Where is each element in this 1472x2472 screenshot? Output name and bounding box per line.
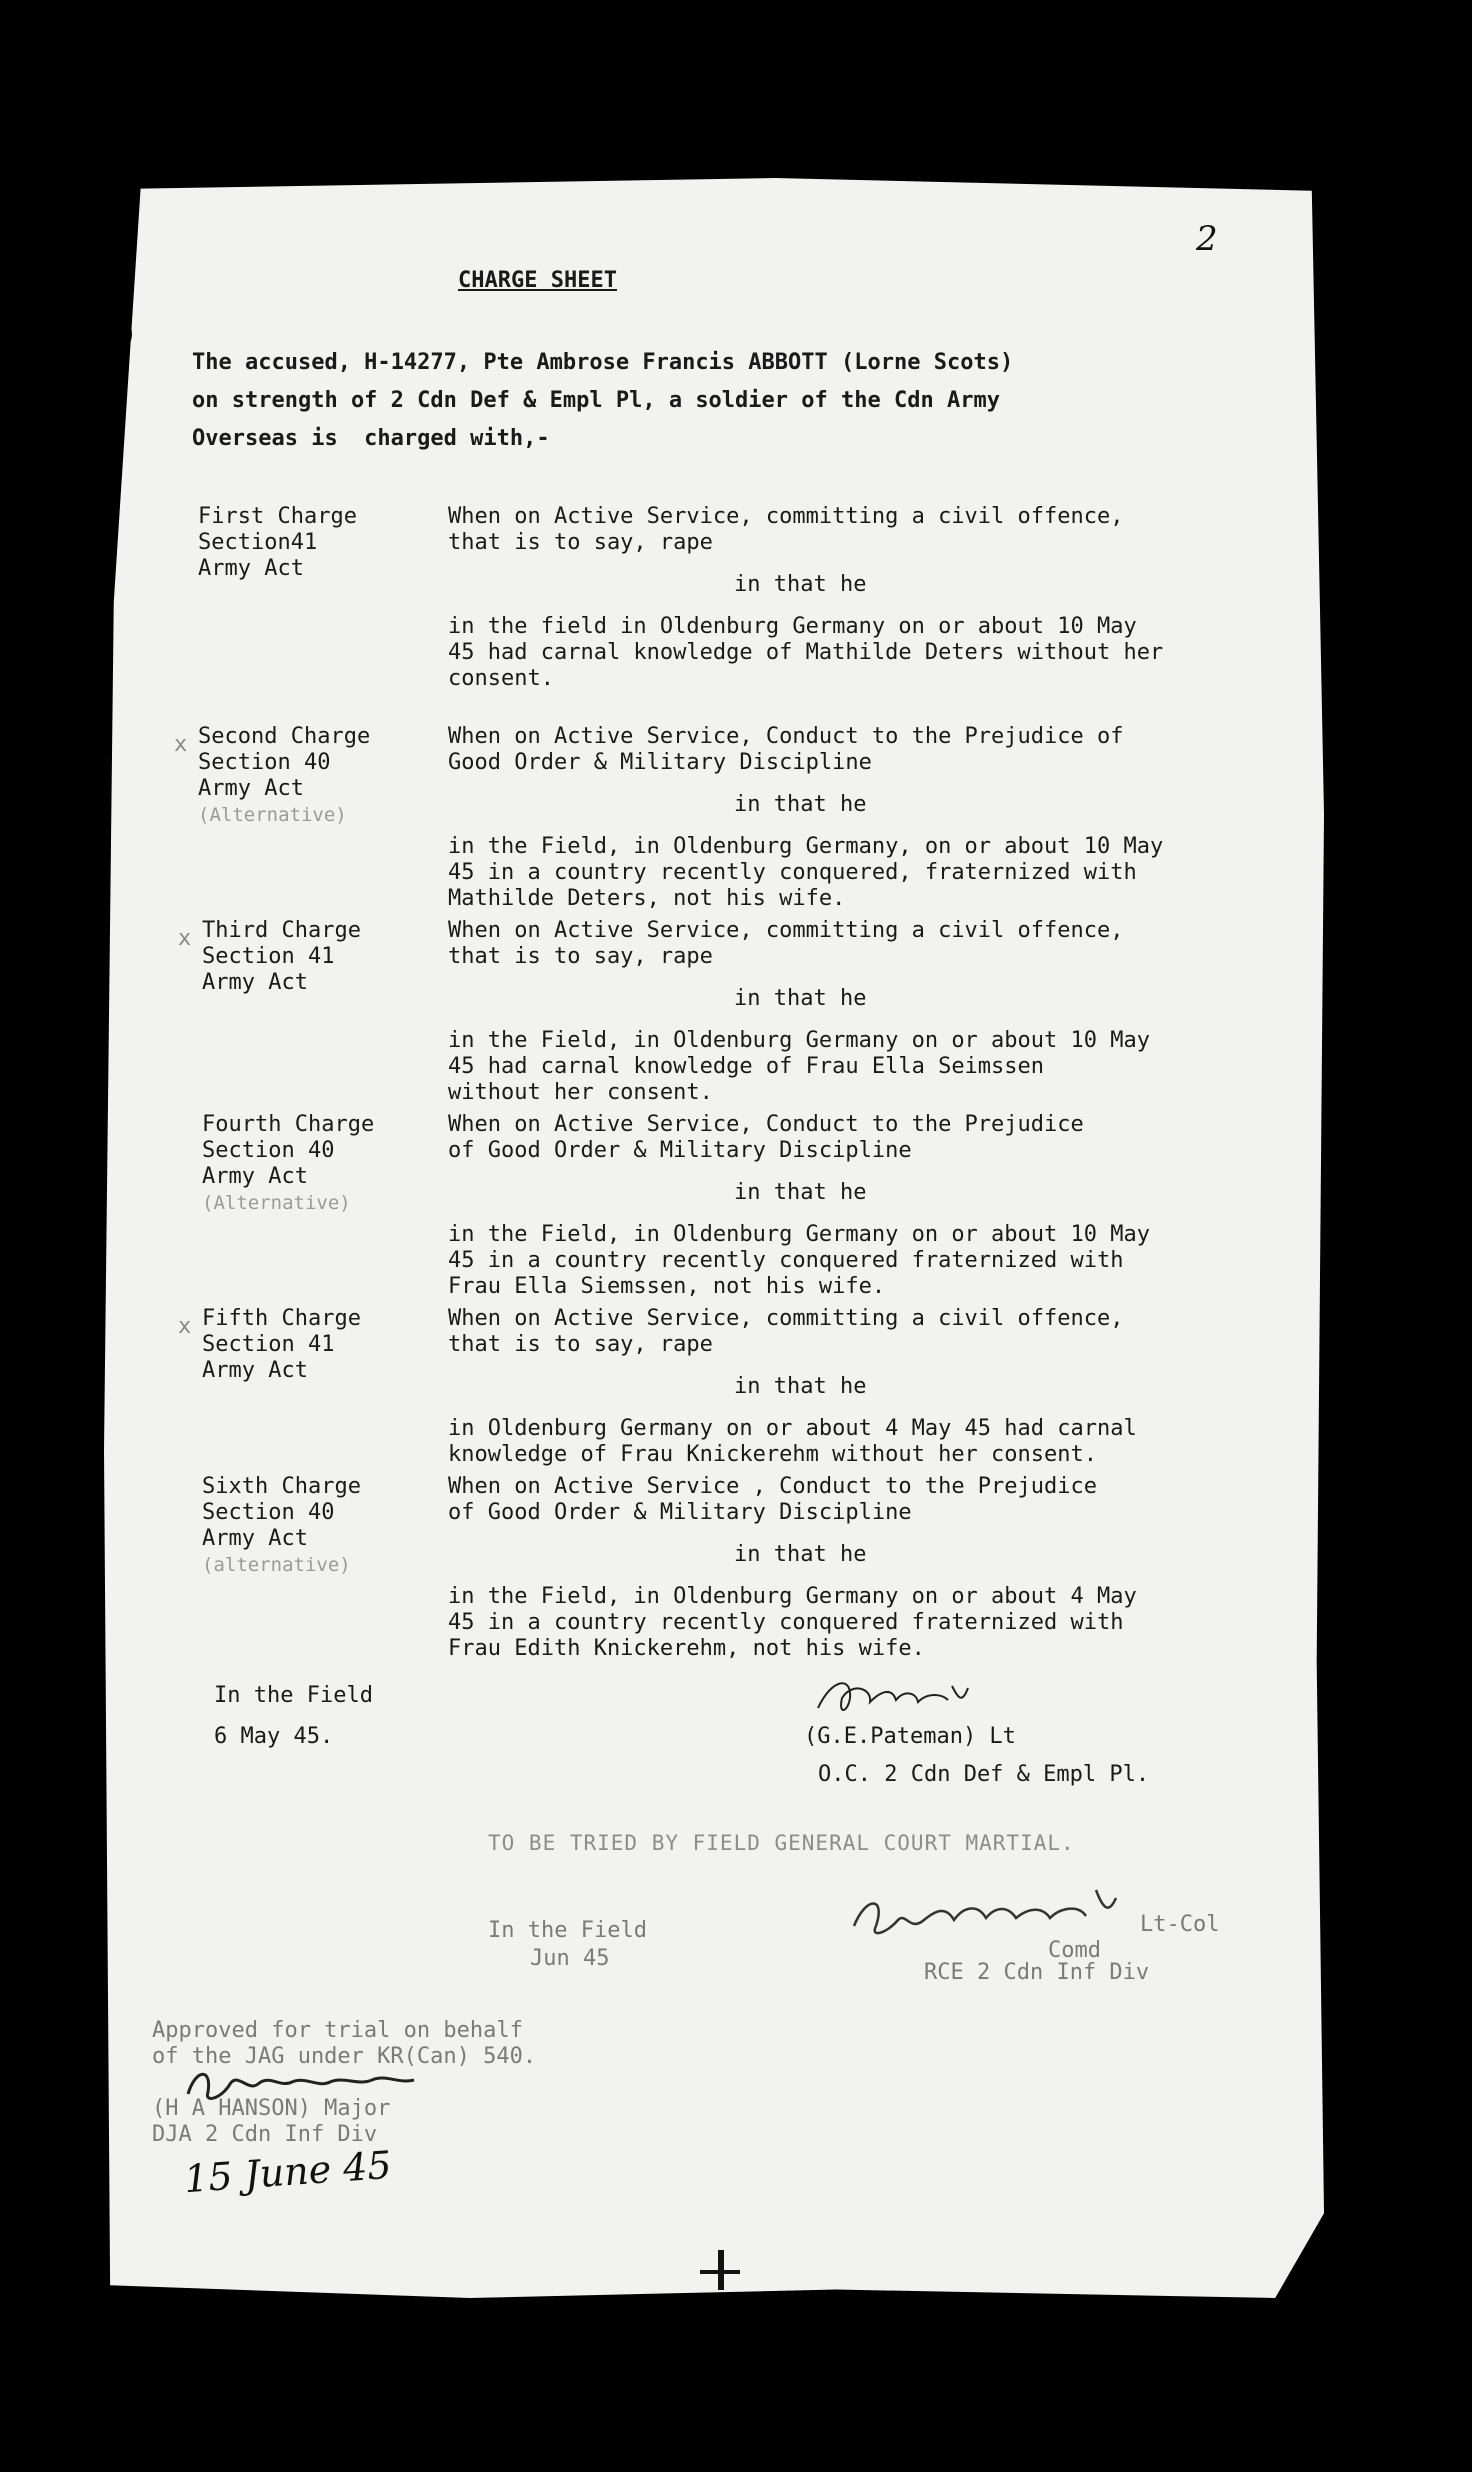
charge-statement-line: When on Active Service, committing a civil offence, (448, 918, 1124, 943)
charge-particulars-line: Frau Ella Siemssen, not his wife. (448, 1274, 886, 1299)
punch-hole (88, 312, 132, 356)
charge-statement-line: that is to say, rape (448, 944, 713, 969)
date-line: 6 May 45. (214, 1724, 334, 1749)
charge-label-line: Second Charge (198, 724, 371, 749)
convening-unit: RCE 2 Cdn Inf Div (924, 1960, 1150, 1985)
approval-unit: DJA 2 Cdn Inf Div (152, 2122, 378, 2147)
signatory-name: (G.E.Pateman) Lt (804, 1724, 1016, 1749)
margin-mark: x (178, 926, 192, 951)
charge-statement-line: When on Active Service , Conduct to the Prejudice (448, 1474, 1098, 1499)
charge-alternative-note: (alternative) (202, 1554, 351, 1576)
charge-label-line: Army Act (202, 1358, 308, 1383)
charge-particulars-line: knowledge of Frau Knickerehm without her consent. (448, 1442, 1098, 1467)
margin-mark: x (178, 1314, 192, 1339)
charge-statement-line: of Good Order & Military Discipline (448, 1500, 912, 1525)
handwritten-approval-date: 15 June 45 (182, 2142, 393, 2202)
charge-particulars-line: 45 had carnal knowledge of Frau Ella Seimssen (448, 1054, 1045, 1079)
charge-label-line: Section 41 (202, 944, 335, 969)
pateman-signature (812, 1668, 982, 1728)
approval-line-1: Approved for trial on behalf (152, 2018, 523, 2043)
intro-line-3: Overseas is charged with,- (192, 426, 550, 451)
in-that-he: in that he (734, 986, 867, 1011)
charge-particulars-line: in the field in Oldenburg Germany on or about 10 May (448, 614, 1137, 639)
approval-name: (H A HANSON) Major (152, 2096, 391, 2121)
charge-label-line: Section 40 (202, 1138, 335, 1163)
charge-particulars-line: without her consent. (448, 1080, 713, 1105)
court-martial-stamp: TO BE TRIED BY FIELD GENERAL COURT MARTIAL. (488, 1831, 1075, 1855)
charge-label-line: Section 40 (202, 1500, 335, 1525)
charge-particulars-line: Mathilde Deters, not his wife. (448, 886, 846, 911)
charge-particulars-line: in Oldenburg Germany on or about 4 May 45 had carnal (448, 1416, 1137, 1441)
charge-label-line: Army Act (202, 970, 308, 995)
charge-particulars-line: in the Field, in Oldenburg Germany on or about 4 May (448, 1584, 1137, 1609)
charge-label-line: Fourth Charge (202, 1112, 375, 1137)
charge-particulars-line: Frau Edith Knickerehm, not his wife. (448, 1636, 925, 1661)
in-that-he: in that he (734, 792, 867, 817)
in-that-he: in that he (734, 572, 867, 597)
convening-place: In the Field (488, 1918, 647, 1943)
charge-particulars-line: 45 in a country recently conquered fraternized with (448, 1248, 1124, 1273)
scan-artifact-bar (700, 2270, 740, 2274)
in-that-he: in that he (734, 1180, 867, 1205)
charge-label-line: Third Charge (202, 918, 361, 943)
charge-statement-line: of Good Order & Military Discipline (448, 1138, 912, 1163)
intro-line-2: on strength of 2 Cdn Def & Empl Pl, a soldier of the Cdn Army (192, 388, 1000, 413)
charge-label-line: First Charge (198, 504, 357, 529)
convening-comd: Comd (1048, 1938, 1101, 1963)
charge-label-line: Army Act (202, 1526, 308, 1551)
convening-officer-signature (846, 1876, 1166, 1956)
charge-particulars-line: 45 in a country recently conquered, fraternized with (448, 860, 1137, 885)
charge-statement-line: When on Active Service, Conduct to the Prejudice (448, 1112, 1084, 1137)
charge-label-line: Sixth Charge (202, 1474, 361, 1499)
charge-particulars-line: 45 in a country recently conquered fraternized with (448, 1610, 1124, 1635)
charge-particulars-line: 45 had carnal knowledge of Mathilde Deters without her (448, 640, 1164, 665)
charge-label-line: Army Act (198, 556, 304, 581)
charge-statement-line: When on Active Service, committing a civil offence, (448, 504, 1124, 529)
in-that-he: in that he (734, 1374, 867, 1399)
convening-date: Jun 45 (530, 1946, 610, 1971)
page-number: 2 (1196, 219, 1218, 259)
place-line: In the Field (214, 1683, 373, 1708)
charge-label-line: Army Act (202, 1164, 308, 1189)
charge-label-line: Army Act (198, 776, 304, 801)
convening-rank: Lt-Col (1140, 1912, 1220, 1937)
margin-mark: x (174, 732, 188, 757)
charge-alternative-note: (Alternative) (202, 1192, 351, 1214)
charge-label-line: Fifth Charge (202, 1306, 361, 1331)
in-that-he: in that he (734, 1542, 867, 1567)
charge-statement-line: When on Active Service, Conduct to the Prejudice of (448, 724, 1124, 749)
charge-particulars-line: in the Field, in Oldenburg Germany on or about 10 May (448, 1028, 1150, 1053)
charge-particulars-line: in the Field, in Oldenburg Germany on or about 10 May (448, 1222, 1150, 1247)
charge-particulars-line: consent. (448, 666, 554, 691)
charge-label-line: Section 41 (202, 1332, 335, 1357)
signatory-title: O.C. 2 Cdn Def & Empl Pl. (818, 1762, 1150, 1787)
charge-statement-line: Good Order & Military Discipline (448, 750, 872, 775)
charge-statement-line: that is to say, rape (448, 1332, 713, 1357)
charge-alternative-note: (Alternative) (198, 804, 347, 826)
charge-particulars-line: in the Field, in Oldenburg Germany, on or about 10 May (448, 834, 1164, 859)
charge-label-line: Section41 (198, 530, 318, 555)
charge-statement-line: When on Active Service, committing a civil offence, (448, 1306, 1124, 1331)
intro-line-1: The accused, H-14277, Pte Ambrose Francis ABBOTT (Lorne Scots) (192, 350, 1014, 375)
charge-statement-line: that is to say, rape (448, 530, 713, 555)
document-title: CHARGE SHEET (458, 268, 617, 293)
approval-line-2: of the JAG under KR(Can) 540. (152, 2044, 537, 2069)
charge-label-line: Section 40 (198, 750, 331, 775)
